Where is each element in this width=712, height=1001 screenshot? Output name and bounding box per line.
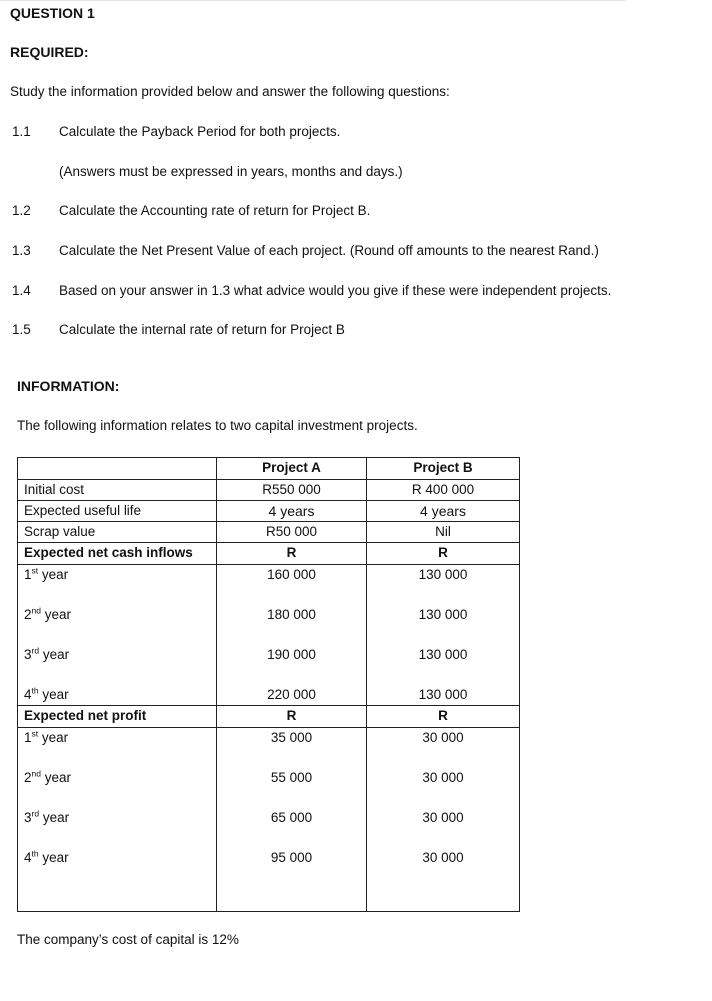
- cell-project-a: R550 000: [217, 480, 367, 501]
- cell-project-b: 30 000: [367, 728, 520, 768]
- row-label: 2nd year: [18, 768, 217, 808]
- cost-of-capital-note: The company’s cost of capital is 12%: [17, 932, 239, 947]
- question-text: Calculate the Accounting rate of return for Project B.: [59, 203, 371, 218]
- information-intro: The following information relates to two capital investment projects.: [17, 418, 418, 433]
- question-text: Calculate the Net Present Value of each project. (Round off amounts to the nearest Rand.): [59, 243, 599, 258]
- section-label: Expected net profit: [18, 706, 217, 728]
- table-row: [18, 645, 520, 685]
- cell-project-a: 35 000: [217, 728, 367, 768]
- cell-project-b: 130 000: [367, 645, 520, 685]
- row-label: 4th year: [18, 848, 217, 912]
- cell-project-a: R: [217, 706, 367, 728]
- row-label: 4th year: [18, 685, 217, 706]
- table-row: [18, 706, 520, 728]
- cell-project-a: R50 000: [217, 522, 367, 543]
- question-number: 1.2: [12, 203, 31, 218]
- question-text: (Answers must be expressed in years, months and days.): [59, 164, 403, 179]
- question-number: 1.5: [12, 322, 31, 337]
- table-row: [18, 728, 520, 768]
- row-label: 2nd year: [18, 605, 217, 645]
- question-text: Calculate the Payback Period for both projects.: [59, 124, 341, 139]
- cell-project-a: 180 000: [217, 605, 367, 645]
- cell-project-b: R: [367, 543, 520, 565]
- table-row: [18, 768, 520, 808]
- table-row: [18, 685, 520, 706]
- table-header-row: [18, 458, 520, 480]
- cell-project-a: 220 000: [217, 685, 367, 706]
- row-label: Expected useful life: [18, 501, 217, 522]
- cell-project-b: R 400 000: [367, 480, 520, 501]
- cell-project-b: 130 000: [367, 685, 520, 706]
- table-row: [18, 543, 520, 565]
- information-label: INFORMATION:: [17, 378, 120, 394]
- cell-project-b: Nil: [367, 522, 520, 543]
- table-row: [18, 565, 520, 605]
- cell-project-b: 130 000: [367, 605, 520, 645]
- cell-project-a: 190 000: [217, 645, 367, 685]
- instruction-text: Study the information provided below and answer the following questions:: [10, 84, 450, 99]
- cell-project-a: 160 000: [217, 565, 367, 605]
- question-number: 1.1: [12, 124, 31, 139]
- header-cell: [18, 458, 217, 480]
- cell-project-a: R: [217, 543, 367, 565]
- cell-project-a: 65 000: [217, 808, 367, 848]
- table-row: [18, 605, 520, 645]
- table-row: [18, 480, 520, 501]
- cell-project-a: 95 000: [217, 848, 367, 912]
- header-project-b: Project B: [367, 458, 520, 480]
- cell-project-a: 4 years: [217, 501, 367, 522]
- cell-project-a: 55 000: [217, 768, 367, 808]
- question-heading: QUESTION 1: [10, 5, 95, 21]
- cell-project-b: 30 000: [367, 808, 520, 848]
- table-row: [18, 501, 520, 522]
- row-label: 1st year: [18, 728, 217, 768]
- cell-project-b: 4 years: [367, 501, 520, 522]
- row-label: 3rd year: [18, 645, 217, 685]
- question-number: 1.3: [12, 243, 31, 258]
- table-row: [18, 808, 520, 848]
- project-info-table: [17, 457, 520, 912]
- row-label: 1st year: [18, 565, 217, 605]
- cell-project-b: R: [367, 706, 520, 728]
- question-text: Based on your answer in 1.3 what advice would you give if these were independent projects.: [59, 283, 612, 298]
- cell-project-b: 30 000: [367, 768, 520, 808]
- cell-project-b: 30 000: [367, 848, 520, 912]
- cell-project-b: 130 000: [367, 565, 520, 605]
- table-row: [18, 848, 520, 912]
- question-number: 1.4: [12, 283, 31, 298]
- section-label: Expected net cash inflows: [18, 543, 217, 565]
- question-text: Calculate the internal rate of return for Project B: [59, 322, 345, 337]
- required-label: REQUIRED:: [10, 44, 89, 60]
- header-project-a: Project A: [217, 458, 367, 480]
- row-label: Initial cost: [18, 480, 217, 501]
- row-label: Scrap value: [18, 522, 217, 543]
- row-label: 3rd year: [18, 808, 217, 848]
- table-row: [18, 522, 520, 543]
- top-divider: [0, 0, 626, 1]
